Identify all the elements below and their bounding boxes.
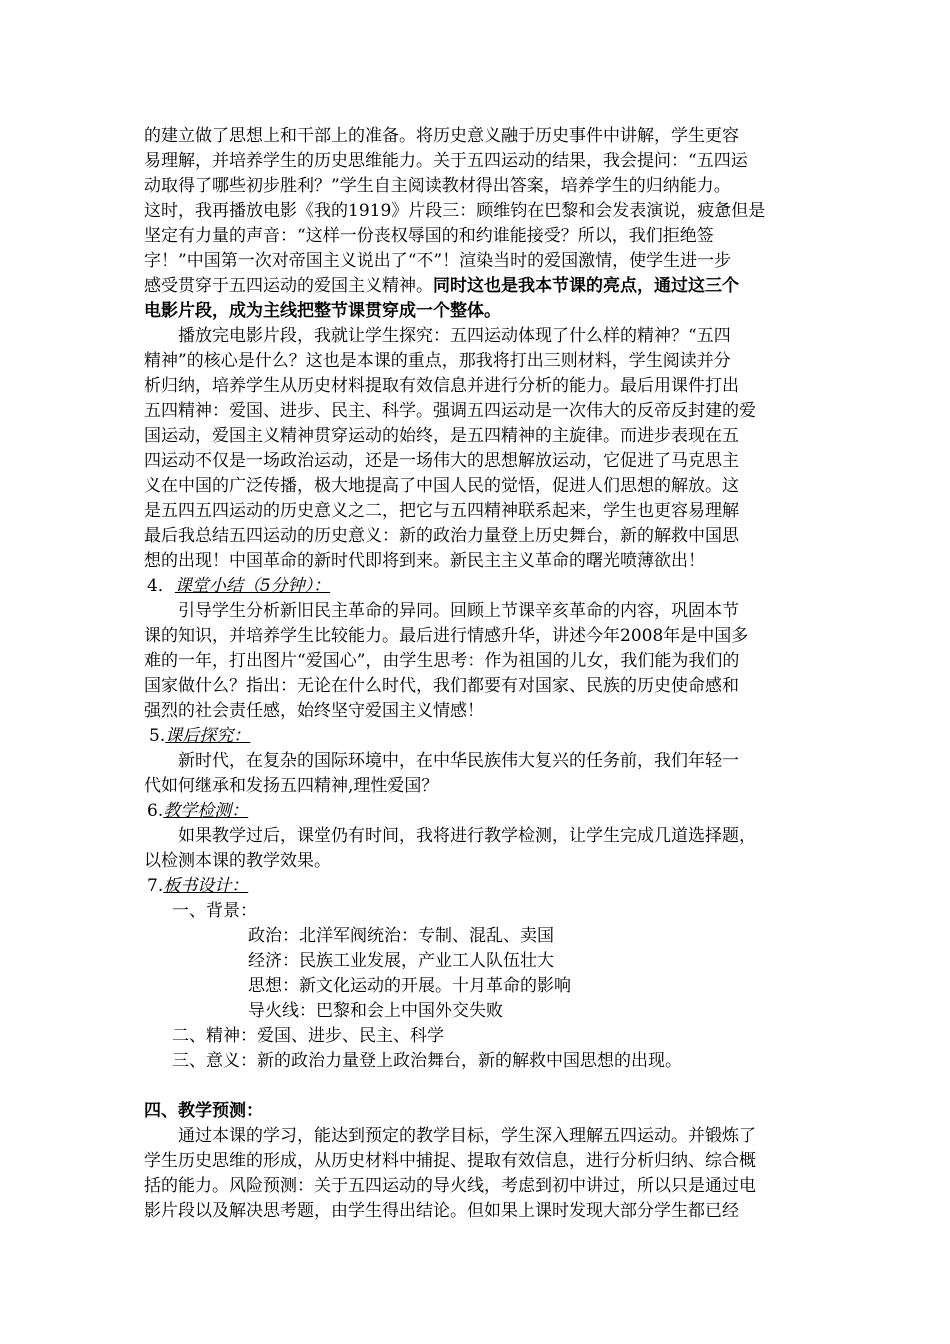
section-heading-prediction: 四、教学预测： (144, 1101, 263, 1121)
paragraph-line: 四运动不仅是一场政治运动，还是一场伟大的思想解放运动，它促进了马克思主 (144, 451, 739, 471)
paragraph-line (144, 274, 814, 298)
highlight-line: 电影片段，成为主线把整节课贯穿成一个整体。 (144, 301, 501, 321)
paragraph-text: 感受贯穿于五四运动的爱国主义精神。 (144, 276, 433, 296)
paragraph-line: 以检测本课的教学效果。 (144, 851, 331, 871)
board-item: 导火线：巴黎和会上中国外交失败 (248, 1001, 503, 1021)
section-label: 教学检测： (163, 801, 249, 821)
paragraph-line: 最后我总结五四运动的历史意义：新的政治力量登上历史舞台，新的解救中国思 (144, 526, 739, 546)
paragraph-line: 如果教学过后，课堂仍有时间，我将进行教学检测，让学生完成几道选择题， (178, 826, 756, 846)
section-number: 6. (147, 801, 164, 821)
paragraph-line: 课的知识，并培养学生比较能力。最后进行情感升华，讲述今年2008年是中国多 (144, 626, 749, 646)
highlight-text: 同时这也是我本节课的亮点，通过这三个 (433, 276, 739, 296)
paragraph-line: 代如何继承和发扬五四精神,理性爱国？ (144, 776, 439, 796)
section-number: 4． (147, 576, 175, 596)
section-heading-5 (149, 724, 250, 748)
section-number: 5. (149, 726, 166, 746)
board-spirit: 二、精神：爱国、进步、民主、科学 (172, 1026, 444, 1046)
paragraph-line: 字！”中国第一次对帝国主义说出了“不”！渲染当时的爱国激情，使学生进一步 (144, 251, 732, 271)
paragraph-line: 想的出现！中国革命的新时代即将到来。新民主主义革命的曙光喷薄欲出！ (144, 551, 705, 571)
section-heading-7 (147, 874, 248, 898)
board-background-title: 一、背景： (172, 901, 257, 921)
paragraph-line: 强烈的社会责任感，始终坚守爱国主义情感！ (144, 701, 484, 721)
paragraph-line: 新时代，在复杂的国际环境中，在中华民族伟大复兴的任务前，我们年轻一 (178, 751, 739, 771)
board-item: 经济：民族工业发展，产业工人队伍壮大 (248, 951, 554, 971)
section-label: 课后探究： (165, 726, 251, 746)
paragraph-line: 析归纳，培养学生从历史材料提取有效信息并进行分析的能力。最后用课件打出 (144, 376, 739, 396)
paragraph-line: 的建立做了思想上和干部上的准备。将历史意义融于历史事件中讲解，学生更容 (144, 126, 739, 146)
paragraph-line: 括的能力。风险预测：关于五四运动的导火线，考虑到初中讲过，所以只是通过电 (144, 1176, 756, 1196)
paragraph-line: 国家做什么？指出：无论在什么时代，我们都要有对国家、民族的历史使命感和 (144, 676, 739, 696)
paragraph-line: 易理解，并培养学生的历史思维能力。关于五四运动的结果，我会提问：“五四运 (144, 151, 748, 171)
paragraph-line: 学生历史思维的形成，从历史材料中捕捉、提取有效信息，进行分析归纳、综合概 (144, 1151, 756, 1171)
paragraph-line: 是五四五四运动的历史意义之二，把它与五四精神联系起来，学生也更容易理解 (144, 501, 739, 521)
section-label: 板书设计： (163, 876, 249, 896)
paragraph-line: 通过本课的学习，能达到预定的教学目标，学生深入理解五四运动。并锻炼了 (178, 1126, 756, 1146)
paragraph-line: 引导学生分析新旧民主革命的异同。回顾上节课辛亥革命的内容，巩固本节 (178, 601, 739, 621)
paragraph-line: 播放完电影片段，我就让学生探究：五四运动体现了什么样的精神？“五四 (178, 326, 731, 346)
paragraph-line: 坚定有力量的声音：“这样一份丧权辱国的和约谁能接受？所以，我们拒绝签 (144, 226, 714, 246)
section-heading-6 (147, 799, 248, 823)
paragraph-line: 五四精神：爱国、进步、民主、科学。强调五四运动是一次伟大的反帝反封建的爱 (144, 401, 756, 421)
paragraph-line: 精神”的核心是什么？这也是本课的重点，那我将打出三则材料，学生阅读并分 (144, 351, 731, 371)
section-label: 课堂小结（5分钟）： (174, 576, 331, 596)
paragraph-line: 难的一年，打出图片“爱国心”，由学生思考：作为祖国的儿女，我们能为我们的 (144, 651, 740, 671)
paragraph-line: 影片段以及解决思考题，由学生得出结论。但如果上课时发现大部分学生都已经 (144, 1201, 739, 1221)
paragraph-line: 动取得了哪些初步胜利？”学生自主阅读教材得出答案，培养学生的归纳能力。 (144, 176, 731, 196)
board-meaning: 三、意义：新的政治力量登上政治舞台，新的解救中国思想的出现。 (172, 1051, 682, 1071)
paragraph-line: 国运动，爱国主义精神贯穿运动的始终，是五四精神的主旋律。而进步表现在五 (144, 426, 739, 446)
section-number: 7. (147, 876, 164, 896)
board-item: 政治：北洋军阀统治：专制、混乱、卖国 (248, 926, 554, 946)
section-heading-4 (147, 574, 330, 598)
paragraph-line: 义在中国的广泛传播，极大地提高了中国人民的觉悟，促进人们思想的解放。这 (144, 476, 739, 496)
paragraph-line: 这时，我再播放电影《我的1919》片段三：顾维钧在巴黎和会发表演说，疲惫但是 (144, 201, 766, 221)
board-item: 思想：新文化运动的开展。十月革命的影响 (248, 976, 571, 996)
